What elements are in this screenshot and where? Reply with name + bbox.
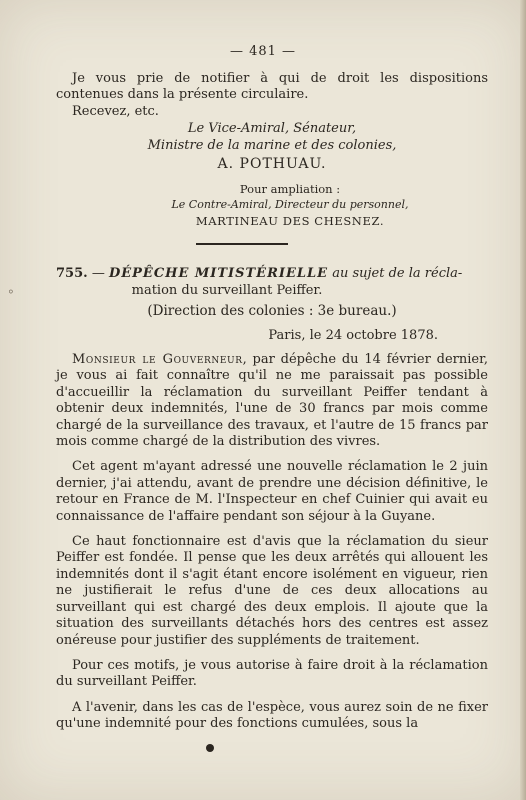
direction-text: (Direction des colonies : 3e bureau.)	[147, 303, 397, 319]
dispatch-dash: —	[91, 266, 105, 281]
place-date: Paris, le 24 octobre 1878.	[268, 328, 438, 343]
page-edge	[520, 0, 526, 800]
salutation: Recevez, etc.	[72, 103, 159, 119]
dispatch-heading	[56, 265, 488, 299]
dispatch-number: 755.	[56, 266, 88, 281]
dispatch-heading-line1	[56, 265, 488, 282]
signature-title-1: Le Vice-Amiral, Sénateur,	[187, 121, 357, 136]
ampliation-title: Le Contre-Amiral, Directeur du personnel,	[171, 198, 409, 211]
ampliation-label: Pour ampliation :	[239, 182, 341, 196]
ampliation-name: MARTINEAU DES CHESNEZ.	[195, 214, 385, 228]
signature-title-2: Ministre de la marine et des colonies,	[147, 138, 397, 153]
body-paragraph-3: Ce haut fonctionnaire est d'avis que la réclamation du sieur Peiffer est fondée. Il pense que les deux arrêtés qui allouent les indemnités dont il s'agit étant encore isolément en vigueur, rien ne justifierait le refus d'une de ces deux allocations au surveillant qui est chargé des deux emplois. Il ajoute que la situation des surveillants détachés hors des centres est assez onéreuse pour justifier des suppléments de traitement.	[56, 534, 488, 648]
page-number: — 481 —	[229, 44, 297, 59]
place-date-line	[56, 328, 488, 344]
closing-paragraph: Je vous prie de notifier à qui de droit les dispositions contenues dans la présente circulaire.	[56, 71, 488, 103]
closing-section	[56, 71, 488, 120]
body-paragraph-4: Pour ces motifs, je vous autorise à faire droit à la réclamation du surveillant Peiffer.	[56, 657, 488, 690]
dispatch-body	[56, 352, 488, 733]
body-paragraph-1	[56, 352, 488, 450]
signature-block	[56, 120, 488, 174]
signature-name: A. POTHUAU.	[217, 156, 327, 172]
margin-mark: ⸰	[8, 287, 14, 298]
ampliation-block	[80, 181, 500, 230]
salutation-caps: Monsieur le Gouverneur	[72, 352, 243, 367]
direction-line	[56, 303, 488, 319]
dispatch-heading-line2: mation du surveillant Peiffer.	[131, 283, 323, 298]
section-divider	[196, 243, 288, 245]
dispatch-title-rest: au sujet de la récla-	[332, 266, 463, 281]
body-paragraph-2: Cet agent m'ayant adressé une nouvelle réclamation le 2 juin dernier, j'ai attendu, avant de prendre une décision définitive, le retour en France de M. l'Inspecteur en chef Cuinier qui avait eu connaissance de l'affaire pendant son séjour à la Guyane.	[56, 459, 488, 524]
body-paragraph-5: A l'avenir, dans les cas de l'espèce, vous aurez soin de ne fixer qu'une indemnité pour des fonctions cumulées, sous la	[56, 699, 488, 732]
body-paragraph-1-text: , par dépêche du 14 février dernier, je vous ai fait connaître qu'il ne me paraissait pas possible d'accueillir la réclamation du surveillant Peiffer tendant à obtenir deux indemnités, l'une de 30 francs par mois comme chargé de la surveillance des travaux, et l'autre de 15 francs par mois comme chargé de la distribution des vivres.	[56, 352, 488, 450]
ink-dot	[206, 744, 214, 752]
dispatch-title-caps: DÉPÊCHE MITISTÉRIELLE	[108, 266, 329, 281]
